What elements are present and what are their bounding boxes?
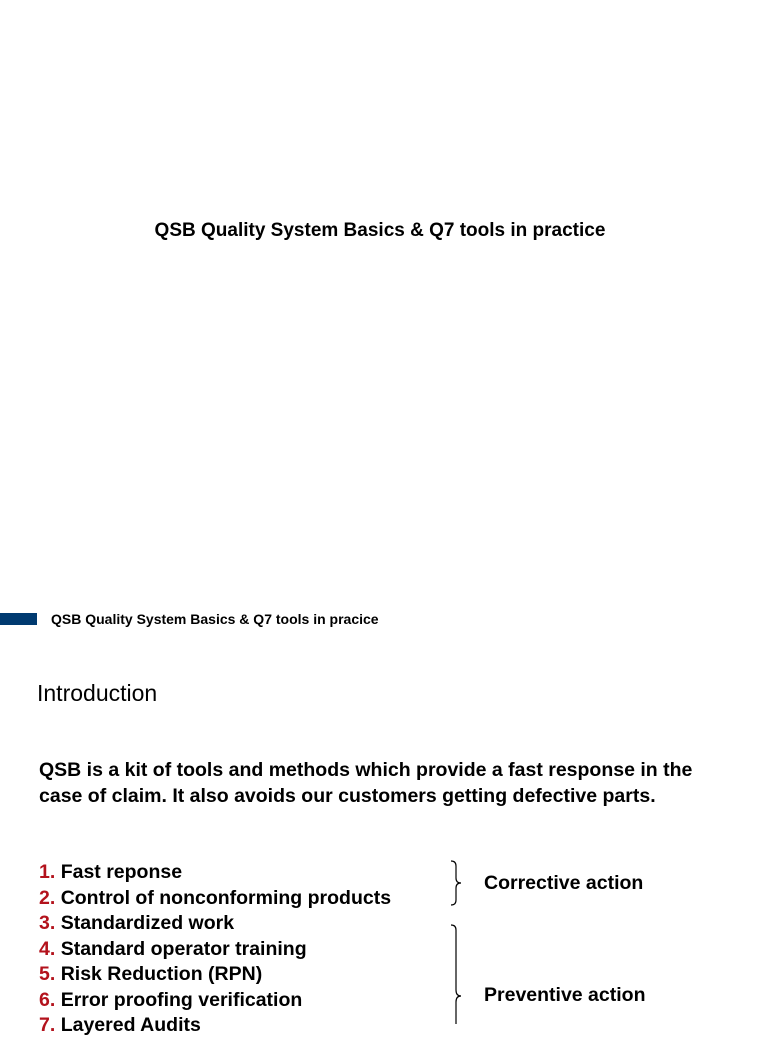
step-label: Control of nonconforming products: [60, 886, 392, 909]
preventive-brace-icon: [449, 924, 463, 1024]
step-label: Fast reponse: [60, 861, 183, 883]
list-item: [39, 988, 391, 1014]
step-label: Error proofing verification: [60, 988, 303, 1011]
list-item: [39, 860, 391, 886]
list-item: [39, 937, 391, 963]
step-number: 2.: [39, 886, 56, 909]
intro-paragraph: QSB is a kit of tools and methods which provide a fast response in the case of claim. It also avoids our customers getting defective parts.: [39, 759, 693, 807]
list-item: [39, 1013, 391, 1039]
preventive-action-label: Preventive action: [484, 984, 646, 1006]
step-number: 1.: [39, 861, 56, 883]
step-number: 3.: [39, 912, 56, 934]
list-item: [39, 911, 391, 937]
step-label: Standard operator training: [60, 937, 307, 960]
header-accent-bar: [0, 613, 37, 625]
steps-list: [39, 860, 391, 1039]
list-item: [39, 962, 391, 988]
corrective-action-label: Corrective action: [484, 872, 644, 894]
step-number: 4.: [39, 937, 56, 960]
document-title: QSB Quality System Basics & Q7 tools in practice: [154, 220, 606, 241]
slide-header: QSB Quality System Basics & Q7 tools in pracice: [51, 611, 379, 627]
step-number: 7.: [39, 1014, 56, 1036]
step-label: Risk Reduction (RPN): [60, 963, 263, 985]
step-label: Standardized work: [60, 912, 235, 934]
section-heading: Introduction: [37, 680, 158, 706]
step-label: Layered Audits: [60, 1014, 201, 1036]
step-number: 6.: [39, 988, 56, 1011]
list-item: [39, 886, 391, 912]
corrective-brace-icon: [449, 860, 463, 906]
step-number: 5.: [39, 963, 56, 985]
